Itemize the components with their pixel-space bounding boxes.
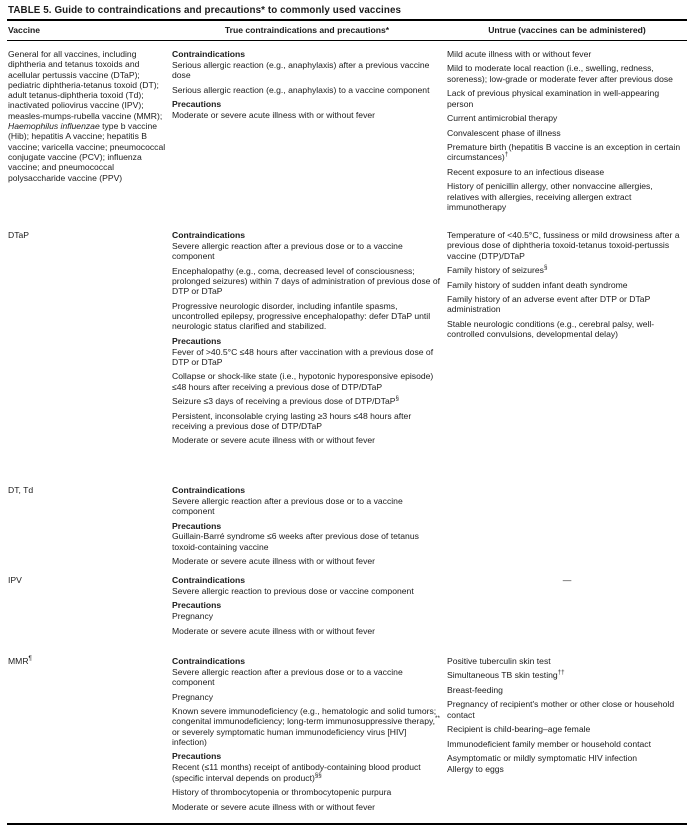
table-header-row	[7, 19, 687, 41]
table-text: Severe allergic reaction after a previous dose or to a vaccine component	[172, 666, 403, 688]
table-text: Severe allergic reaction to previous dose or vaccine component	[172, 585, 414, 596]
table-body	[7, 41, 687, 821]
section-heading: Precautions	[172, 600, 222, 611]
table-text: Simultaneous TB skin testing††	[447, 669, 565, 681]
true-contraindications-cell	[172, 485, 442, 567]
vaccine-name: MMR¶	[8, 655, 32, 666]
section-heading: Precautions	[172, 99, 222, 110]
table-text: Mild to moderate local reaction (i.e., swelling, redness, soreness); low-grade or moderate fever after previous dose	[447, 63, 673, 84]
section-heading: Contraindications	[172, 485, 246, 495]
section-heading: Precautions	[172, 335, 222, 346]
table-text: Premature birth (hepatitis B vaccine is an exception in certain circumstances)†	[447, 142, 681, 163]
table-text: Encephalopathy (e.g., coma, decreased level of consciousness; prolonged seizures) within 7 days of administration of previous dose of DTP or DTaP	[172, 265, 440, 297]
table-row	[7, 41, 687, 222]
table-text: Stable neurologic conditions (e.g., cerebral palsy, well-controlled convulsions, developmental delay)	[447, 318, 655, 340]
vaccine-name: General for all vaccines, including diphtheria and tetanus toxoids and acellular pertussis vaccine (DTaP); pediatric diphtheria-tetanus toxoid (DT); adult tetanus-diphtheria toxoid (Td); inactivated poliovirus vaccine (IPV); measles-mumps-rubella vaccine (MMR); Haemophilus influenzae type b vaccine (Hib); hepatitis A vaccine; hepatitis B vaccine; varicella vaccine; pneumococcal conjugate vaccine (PCV); influenza vaccine; and pneumococcal polysaccharide vaccine (PPV)	[8, 49, 166, 183]
header-true-contraindications: True contraindications and precautions*	[224, 25, 390, 35]
header-vaccine: Vaccine	[8, 25, 41, 35]
table-text: Moderate or severe acute illness with or without fever	[172, 801, 376, 812]
table-text: Pregnancy	[172, 691, 214, 702]
true-contraindications-cell	[172, 656, 442, 821]
table-text: Current antimicrobial therapy	[447, 113, 558, 124]
table-text: Convalescent phase of illness	[447, 127, 561, 138]
table-row	[7, 222, 687, 477]
table-text: Known severe immunodeficiency (e.g., hematologic and solid tumors; congenital immunodeficiency; long-term immunosuppressive therapy,** or severely symptomatic human immunodeficiency virus [HIV] infection)	[172, 706, 440, 747]
section-heading: Contraindications	[172, 49, 246, 59]
table-text: Lack of previous physical examination in well-appearing person	[447, 88, 660, 109]
table-text: Moderate or severe acute illness with or without fever	[172, 109, 376, 120]
table-text: Collapse or shock-like state (i.e., hypotonic hyporesponsive episode) ≤48 hours after receiving a previous dose of DTP/DTaP	[172, 371, 434, 392]
table-text: Family history of seizures§	[447, 264, 548, 276]
table-text: Serious allergic reaction (e.g., anaphylaxis) after a previous vaccine dose	[172, 59, 430, 81]
table-text: Recent (≤11 months) receipt of antibody-containing blood product (specific interval depends on product)§§	[172, 762, 421, 783]
table-text: Seizure ≤3 days of receiving a previous dose of DTP/DTaP§	[172, 395, 399, 407]
table-text: Serious allergic reaction (e.g., anaphylaxis) to a vaccine component	[172, 84, 430, 95]
empty-cell-dash: —	[562, 575, 572, 585]
untrue-cell	[447, 485, 687, 567]
vaccine-name: DT, Td	[8, 485, 34, 495]
table-row	[7, 567, 687, 648]
table-text: Recipient is child-bearing–age female	[447, 724, 591, 735]
untrue-cell	[447, 49, 687, 222]
table-row	[7, 648, 687, 821]
true-contraindications-cell	[172, 49, 442, 222]
table-text: Moderate or severe acute illness with or without fever	[172, 556, 376, 567]
table-text: Pregnancy of recipient's mother or other close or household contact	[447, 699, 675, 720]
table-text: Persistent, inconsolable crying lasting ≥3 hours ≤48 hours after receiving a previous dose of DTP/DTaP	[172, 410, 412, 431]
table-title: TABLE 5. Guide to contraindications and precautions* to commonly used vaccines	[8, 5, 402, 16]
table-row	[7, 477, 687, 567]
untrue-cell	[447, 230, 687, 477]
table-text: Breast-feeding	[447, 684, 503, 695]
vaccine-name: DTaP	[8, 230, 30, 240]
table-text: Progressive neurologic disorder, including infantile spasms, uncontrolled epilepsy, progressive encephalopathy: defer DTaP until neurologic status clarified and stabilized.	[172, 300, 431, 332]
table-text: Family history of sudden infant death syndrome	[447, 279, 628, 290]
table-text: Recent exposure to an infectious disease	[447, 166, 605, 177]
table-text: Mild acute illness with or without fever	[447, 49, 592, 59]
header-untrue: Untrue (vaccines can be administered)	[488, 25, 646, 35]
vaccine-name: IPV	[8, 575, 22, 585]
table-bottom-rule	[7, 823, 687, 825]
table-text: Positive tuberculin skin test	[447, 656, 551, 666]
table-text: Severe allergic reaction after a previous dose or to a vaccine component	[172, 240, 403, 262]
true-contraindications-cell	[172, 230, 442, 477]
section-heading: Contraindications	[172, 230, 246, 240]
table-text: Asymptomatic or mildly symptomatic HIV infection Allergy to eggs	[447, 753, 638, 774]
table-text: Moderate or severe acute illness with or without fever	[172, 625, 376, 636]
table-text: Moderate or severe acute illness with or without fever	[172, 435, 376, 446]
table-text: Guillain-Barré syndrome ≤6 weeks after previous dose of tetanus toxoid-containing vaccine	[172, 531, 419, 552]
table-text: Temperature of <40.5°C, fussiness or mild drowsiness after a previous dose of diphtheria toxoid-tetanus toxoid-pertussis vaccine (DTP)/DTaP	[447, 230, 680, 261]
table-text: History of thrombocytopenia or thrombocytopenic purpura	[172, 787, 392, 798]
table-text: Family history of an adverse event after DTP or DTaP administration	[447, 294, 651, 315]
table-text: Immunodeficient family member or household contact	[447, 738, 651, 749]
untrue-cell	[447, 656, 687, 821]
untrue-cell	[447, 575, 687, 648]
section-heading: Contraindications	[172, 656, 246, 666]
section-heading: Contraindications	[172, 575, 246, 585]
section-heading: Precautions	[172, 520, 222, 531]
true-contraindications-cell	[172, 575, 442, 648]
table-text: Severe allergic reaction after a previous dose or to a vaccine component	[172, 495, 403, 517]
section-heading: Precautions	[172, 751, 222, 762]
table-text: History of penicillin allergy, other nonvaccine allergies, relatives with allergies, receiving allergen extract immunotherapy	[447, 181, 653, 212]
table-text: Fever of >40.5°C ≤48 hours after vaccination with a previous dose of DTP or DTaP	[172, 346, 434, 367]
table-text: Pregnancy	[172, 611, 214, 622]
